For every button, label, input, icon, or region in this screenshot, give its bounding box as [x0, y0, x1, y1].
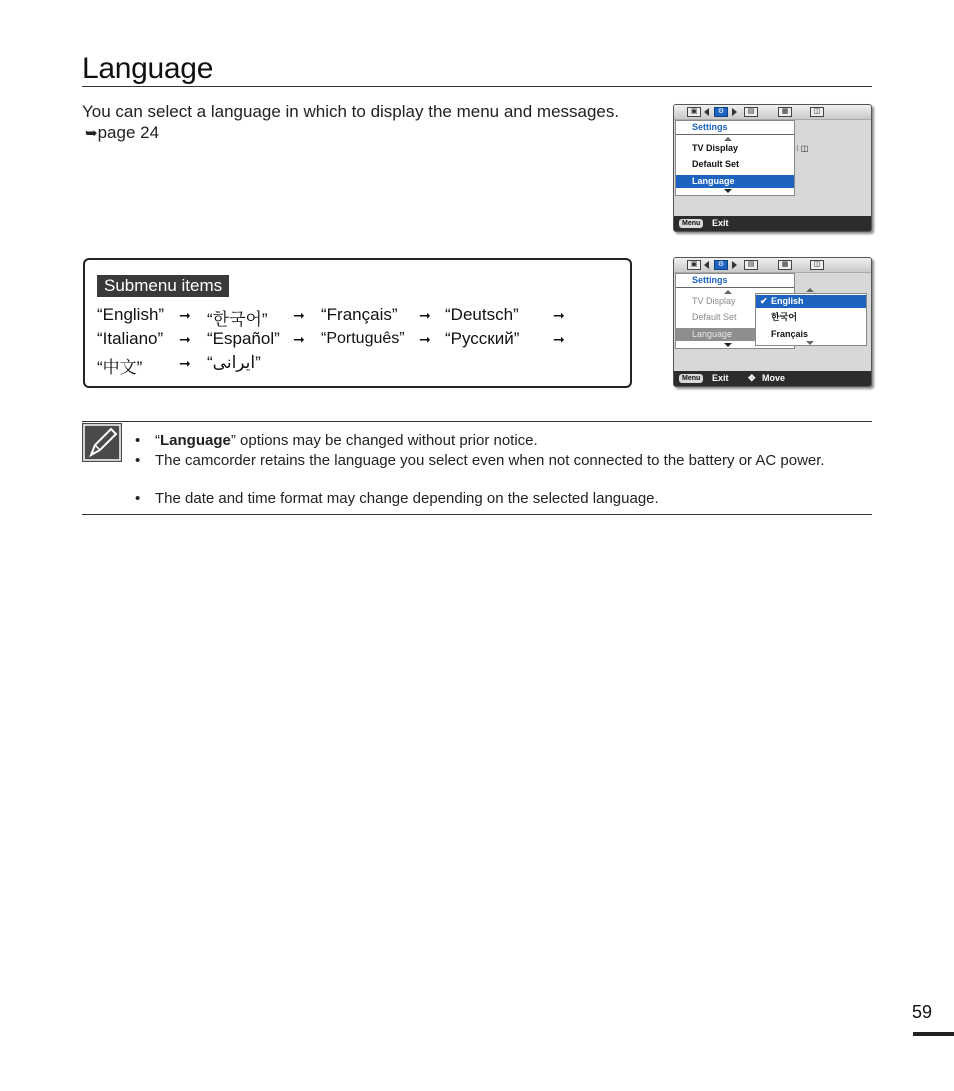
arrow-icon: ➞: [553, 307, 565, 323]
title-divider: [82, 86, 872, 87]
note-bottom-divider: [82, 514, 872, 515]
scroll-down-icon: [724, 343, 732, 347]
option-korean: “한국어”: [207, 310, 268, 329]
submenu-scroll-down-icon: [806, 341, 814, 345]
exit-label: Exit: [712, 218, 729, 228]
checkmark-icon: ✔: [760, 296, 768, 306]
option-chinese: “中文”: [97, 358, 143, 377]
menu-button[interactable]: Menu: [679, 374, 703, 383]
menu-item-tv-display[interactable]: TV Display: [692, 143, 739, 153]
arrow-icon: ➞: [179, 307, 191, 323]
option-persian: “ایرانی”: [207, 353, 261, 372]
arrow-icon: ➞: [419, 331, 431, 347]
submenu-heading: Submenu items: [97, 275, 229, 297]
quality-tab-icon: ▦: [778, 260, 792, 270]
menu-item-default-set[interactable]: Default Set: [692, 312, 737, 322]
language-status-icon: ⁝ ◫: [796, 144, 809, 153]
option-russian: “Русский”: [445, 329, 520, 348]
page-number: 59: [912, 1002, 933, 1022]
arrow-icon: ➞: [553, 331, 565, 347]
page-ref-arrow-icon: ➥: [85, 125, 98, 142]
intro-paragraph: [82, 101, 622, 144]
camcorder-screen-language-submenu: [673, 257, 872, 387]
scroll-up-icon: [724, 137, 732, 141]
bottom-bar: [674, 371, 871, 386]
note-language-term: Language: [160, 432, 231, 449]
tab-right-arrow-icon: [732, 108, 737, 116]
page-number-bar: [913, 1032, 954, 1036]
tab-left-arrow-icon: [704, 108, 709, 116]
submenu-item-french[interactable]: Français: [771, 329, 809, 339]
move-label: Move: [762, 373, 786, 383]
settings-panel: [675, 120, 795, 196]
tab-right-arrow-icon: [732, 261, 737, 269]
camera-tab-icon: ▣: [687, 260, 701, 270]
arrow-icon: ➞: [179, 331, 191, 347]
arrow-icon: ➞: [179, 355, 191, 371]
joystick-icon: ✥: [748, 373, 756, 383]
display-tab-icon: ▤: [744, 260, 758, 270]
option-english: “English”: [97, 305, 165, 324]
camera-tab-icon: ▣: [687, 107, 701, 117]
language-submenu: [755, 293, 867, 346]
camcorder-screen-settings: [673, 104, 872, 232]
note-item: • The date and time format may change depending on the selected language.: [135, 490, 659, 507]
settings-tab-icon: ⚙: [714, 107, 728, 117]
page-ref-link[interactable]: page 24: [97, 123, 160, 142]
menu-tab-bar: [674, 105, 871, 120]
submenu-scroll-up-icon: [806, 288, 814, 292]
quality-tab-icon: ▦: [778, 107, 792, 117]
menu-item-default-set[interactable]: Default Set: [692, 159, 740, 169]
option-french: “Français”: [321, 305, 398, 324]
page-title: Language: [82, 52, 214, 85]
arrow-icon: ➞: [293, 307, 305, 323]
intro-text: You can select a language in which to display the menu and messages.: [82, 102, 620, 121]
submenu-items-box: [83, 258, 632, 388]
panel-title: Settings: [676, 121, 794, 135]
option-german: “Deutsch”: [445, 305, 519, 324]
storage-tab-icon: ◫: [810, 107, 824, 117]
note-item: • “Language” options may be changed without prior notice.: [135, 432, 538, 449]
note-item: • The camcorder retains the language you select even when not connected to the battery or AC power.: [135, 452, 825, 469]
scroll-up-icon: [724, 290, 732, 294]
menu-item-language[interactable]: Language: [676, 328, 794, 341]
note-top-divider: [82, 421, 872, 422]
menu-item-tv-display[interactable]: TV Display: [692, 296, 736, 306]
submenu-item-english[interactable]: ✔ English: [756, 295, 866, 308]
menu-button[interactable]: Menu: [679, 219, 703, 228]
settings-tab-icon: ⚙: [714, 260, 728, 270]
storage-tab-icon: ◫: [810, 260, 824, 270]
arrow-icon: ➞: [293, 331, 305, 347]
menu-item-language[interactable]: Language: [676, 175, 794, 188]
tab-left-arrow-icon: [704, 261, 709, 269]
option-portuguese: “Português”: [321, 330, 405, 347]
option-italian: “Italiano”: [97, 329, 164, 348]
menu-tab-bar: [674, 258, 871, 273]
panel-title: Settings: [676, 274, 794, 288]
submenu-item-korean[interactable]: 한국어: [771, 312, 798, 322]
note-pencil-icon: [82, 423, 122, 462]
exit-label: Exit: [712, 373, 729, 383]
display-tab-icon: ▤: [744, 107, 758, 117]
bottom-bar: [674, 216, 871, 231]
arrow-icon: ➞: [419, 307, 431, 323]
scroll-down-icon: [724, 189, 732, 193]
option-spanish: “Español”: [207, 329, 280, 348]
